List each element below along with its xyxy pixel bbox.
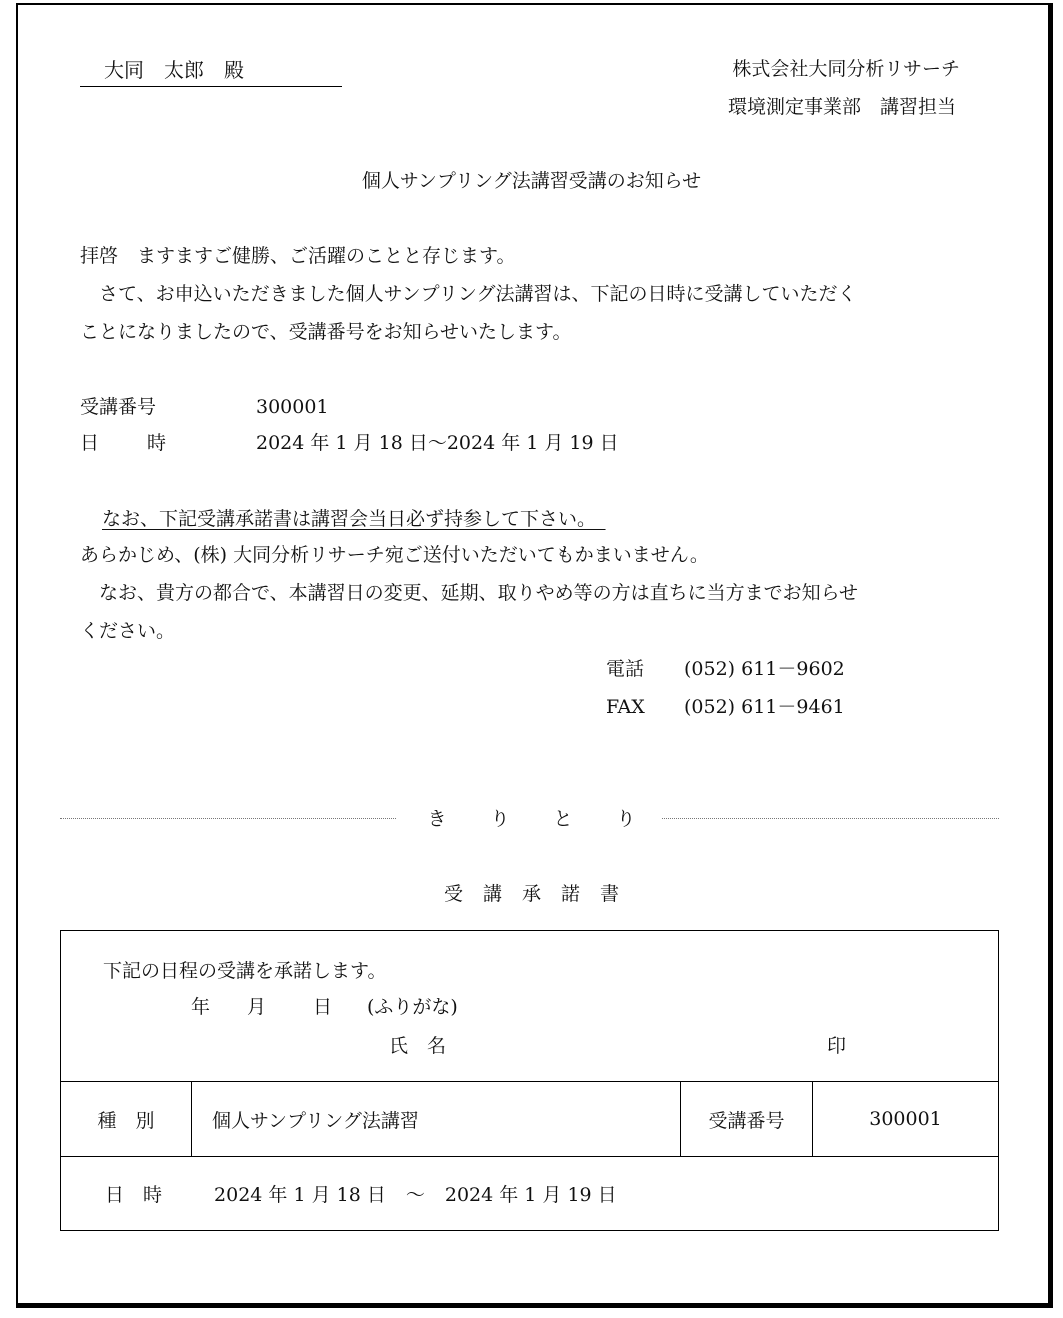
cut-char: き bbox=[427, 808, 447, 830]
date-label-2: 時 bbox=[147, 432, 167, 454]
body-paragraph-line2: ことになりましたので、受講番号をお知らせいたします。 bbox=[80, 321, 572, 343]
date-value: 2024 年 1 月 18 日～2024 年 1 月 19 日 bbox=[256, 432, 619, 454]
body-paragraph-line1: さて、お申込いただきました個人サンプリング法講習は、下記の日時に受講していただく bbox=[80, 283, 857, 305]
month-label: 月 bbox=[247, 996, 267, 1018]
form-date-separator: ～ bbox=[405, 1184, 425, 1206]
tel-label: 電話 bbox=[606, 658, 645, 680]
note-line3: なお、貴方の都合で、本講習日の変更、延期、取りやめ等の方は直ちに当方までお知らせ bbox=[80, 582, 859, 604]
form-number-label-cell bbox=[681, 1082, 813, 1157]
note-line2: あらかじめ、(株) 大同分析リサーチ宛ご送付いただいてもかまいません。 bbox=[80, 544, 709, 566]
form-number-value: 300001 bbox=[869, 1108, 942, 1130]
name-label: 氏 名 bbox=[389, 1035, 447, 1057]
agreement-cell bbox=[61, 931, 999, 1082]
day-label: 日 bbox=[313, 996, 333, 1018]
date-label-1: 日 bbox=[80, 432, 100, 454]
cut-here-label bbox=[0, 810, 1063, 829]
cut-char: と bbox=[553, 808, 573, 830]
form-title-char: 書 bbox=[600, 883, 620, 905]
acceptance-form bbox=[60, 930, 999, 1231]
seal-label: 印 bbox=[827, 1035, 847, 1057]
form-date-end: 2024 年 1 月 19 日 bbox=[444, 1184, 617, 1206]
type-value: 個人サンプリング法講習 bbox=[212, 1109, 419, 1132]
type-label: 種 別 bbox=[97, 1109, 155, 1132]
document-title: 個人サンプリング法講習受講のお知らせ bbox=[361, 170, 702, 192]
fax-value: (052) 611－9461 bbox=[684, 696, 845, 718]
form-title-char: 受 bbox=[443, 883, 463, 905]
form-title bbox=[0, 885, 1063, 904]
greeting: 拝啓 ますますご健勝、ご活躍のことと存じます。 bbox=[80, 245, 516, 267]
number-label: 受講番号 bbox=[80, 396, 157, 418]
agree-text: 下記の日程の受講を承諾します。 bbox=[103, 960, 387, 982]
note-line1: なお、下記受講承諾書は講習会当日必ず持参して下さい。 bbox=[102, 508, 587, 530]
tel-value: (052) 611－9602 bbox=[684, 658, 845, 680]
addressee-name: 大同 太郎 殿 bbox=[104, 58, 244, 82]
furigana-label: (ふりがな) bbox=[367, 996, 458, 1018]
number-value: 300001 bbox=[256, 396, 329, 418]
form-number-label: 受講番号 bbox=[708, 1109, 785, 1132]
fax-label: FAX bbox=[606, 696, 645, 718]
sender-company: 株式会社大同分析リサーチ bbox=[732, 58, 960, 80]
form-number-value-cell bbox=[813, 1082, 999, 1157]
cut-char: り bbox=[490, 808, 510, 830]
note-line4: ください。 bbox=[80, 620, 176, 642]
form-date-cell bbox=[61, 1157, 999, 1231]
form-date-start: 2024 年 1 月 18 日 bbox=[214, 1184, 386, 1206]
form-title-char: 講 bbox=[482, 883, 502, 905]
sender-department: 環境測定事業部 講習担当 bbox=[727, 96, 956, 118]
cut-char: り bbox=[616, 808, 636, 830]
type-label-cell bbox=[61, 1082, 192, 1157]
form-date-label: 日 時 bbox=[105, 1184, 163, 1206]
year-label: 年 bbox=[191, 996, 211, 1018]
note-line1-wrap bbox=[80, 510, 606, 529]
type-value-cell bbox=[192, 1082, 681, 1157]
addressee bbox=[80, 60, 342, 87]
form-title-char: 承 bbox=[521, 883, 541, 905]
form-title-char: 諾 bbox=[561, 883, 581, 905]
